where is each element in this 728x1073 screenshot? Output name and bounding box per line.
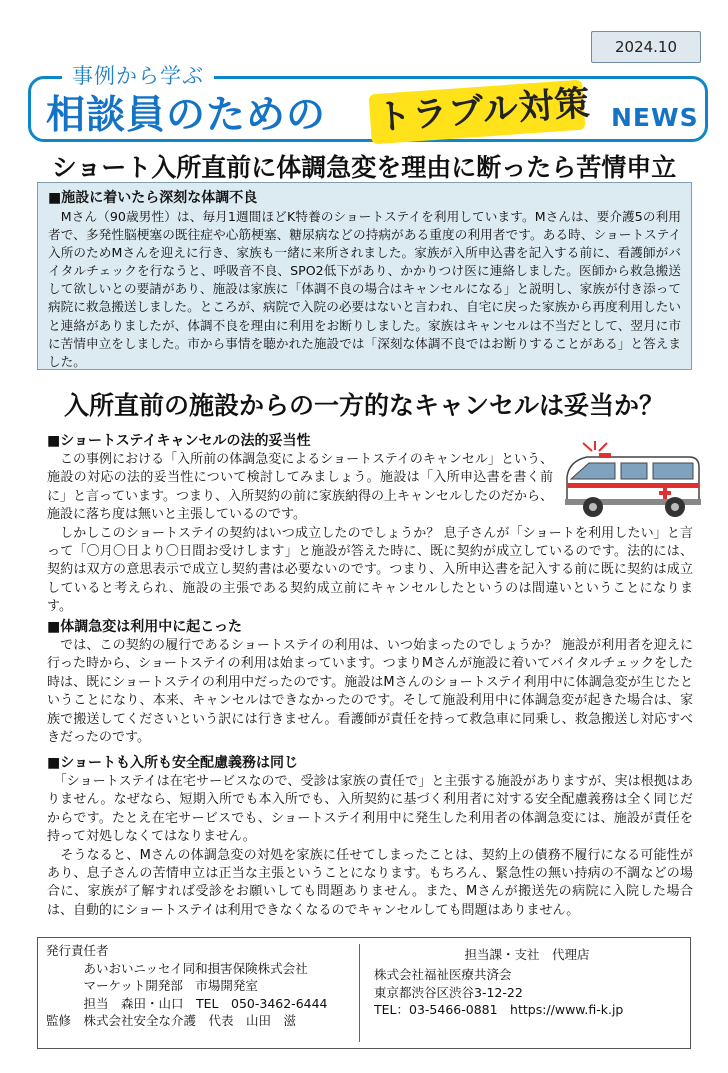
section-heading: ■ショートステイキャンセルの法的妥当性 (47, 433, 311, 449)
section-heading: ■ショートも入所も安全配慮義務は同じ (47, 755, 298, 771)
publisher-line: あいおいニッセイ同和損害保険株式会社 (46, 960, 308, 976)
section-during-use (47, 616, 693, 747)
headline: ショート入所直前に体調急変を理由に断ったら苦情申立 (51, 153, 677, 182)
agency-info (374, 966, 623, 1019)
publisher-line: 監修 株式会社安全な介護 代表 山田 滋 (46, 1013, 297, 1029)
header-title: 相談員のための (46, 93, 327, 138)
publisher-line: 発行責任者 (46, 943, 109, 958)
section-legal-validity (47, 430, 693, 617)
footer-divider (359, 944, 360, 1042)
case-heading: ■施設に着いたら深刻な体調不良 (48, 190, 258, 206)
section-heading: ■体調急変は利用中に起こった (47, 619, 242, 635)
agency-title: 担当課・支社 代理店 (464, 947, 590, 962)
section-paragraph: しかしこのショートステイの契約はいつ成立したのでしょうか？ 息子さんが「ショートを利用したい」と言って「〇月〇日より〇日間お受けします」と施設が答えた時に、既に契約が成立しているのです。法的には、契約は双方の意思表示で成立し契約書は必要ないのです。つまり、入所申込書を記入する前に既に契約は成立していると考えられ、施設の主張である契約成立前にキャンセルしたというのは間違いということになります。 (47, 525, 693, 615)
agency-line: 東京都渋谷区渋谷3-12-22 (374, 984, 523, 1000)
publisher-info (46, 942, 328, 1030)
section-paragraph: この事例における「入所前の体調急変によるショートステイのキャンセル」という、施設の対応の法的妥当性について検討してみましょう。施設は「入所申込書を書く前に」と言っています。つまり、入所契約の前に家族納得の上キャンセルしたのだから、施設に落ち度は無いと主張しているのです。 (47, 452, 553, 523)
case-box (37, 182, 692, 370)
section-paragraph: 「ショートステイは在宅サービスなので、受診は家族の責任で」と主張する施設がありますが、実は根拠はありません。なぜなら、短期入所でも本入所でも、入所契約に基づく利用者に対する安全配慮義務は全く同じだからです。たとえ在宅サービスでも、ショートステイ利用中に発生した利用者の体調急変には、施設が責任を持って対処しなくてはなりません。 (47, 774, 693, 845)
section-safety-duty (47, 752, 693, 920)
agency-line: 株式会社福祉医療共済会 (374, 967, 512, 982)
highlight-text: トラブル対策 (375, 83, 592, 139)
case-body: Mさん（90歳男性）は、毎月1週間ほどK特養のショートステイを利用しています。Mさんは、要介護5の利用者で、多発性脳梗塞の既往症や心筋梗塞、糖尿病などの持病がある重度の利用者です。ある時、ショートステイ入所のためMさんを迎えに行き、家族も一緒に来所されました。家族が入所申込書を記入する前に、看護師がバイタルチェックを行なうと、呼吸音不良、SPO2低下があり、かかりつけ医に連絡しました。医師から救急搬送して欲しいとの要請があり、施設は家族に「体調不良の場合はキャンセルになる」と説明し、家族が付き添って病院に救急搬送しました。ところが、病院で入院の必要はないと言われ、自宅に戻った家族から再度利用したいと連絡がありましたが、体調不良を理由に利用をお断りしました。家族はキャンセルは不当だとして、翌月に市に苦情申立をしました。市から事情を聴かれた施設では「深刻な体調不良ではお断りすることがある」と答えました。 (48, 209, 682, 369)
issue-date: 2024.10 (591, 31, 701, 63)
header-subtitle: 事例から学ぶ (62, 60, 214, 90)
publisher-line: マーケット開発部 市場開発室 (46, 978, 258, 994)
section-paragraph: そうなると、Mさんの体調急変の対処を家族に任せてしまったことは、契約上の債務不履行になる可能性があり、息子さんの苦情申立は正当な主張ということになります。もちろん、緊急性の無い持病の不調などの場合に、家族が了解すれば受診をお願いしても問題ありません。また、Mさんが搬送先の病院に入院した場合は、自動的にショートステイは利用できなくなるのでキャンセルしても問題はありません。 (47, 847, 693, 918)
question-heading: 入所直前の施設からの一方的なキャンセルは妥当か？ (63, 391, 664, 420)
news-label: NEWS (611, 103, 699, 132)
agency-line: TEL：03-5466-0881 https://www.fi-k.jp (374, 1002, 624, 1018)
publisher-line: 担当 森田・山口 TEL 050-3462-6444 (46, 995, 328, 1011)
section-paragraph: では、この契約の履行であるショートステイの利用は、いつ始まったのでしょうか？ 施設が利用者を迎えに行った時から、ショートステイの利用は始まっています。つまりMさんが施設に着いてバイタルチェックをした時は、既にショートステイの利用中だったのです。施設はMさんのショートステイ利用中に体調急変が生じたということになり、本来、キャンセルはできなかったのです。そして施設利用中に体調急変が起きた場合は、家族で搬送してくださいという訳には行きません。看護師が責任を持って救急車に同乗し、救急搬送し対応すべきだったのです。 (47, 638, 693, 746)
